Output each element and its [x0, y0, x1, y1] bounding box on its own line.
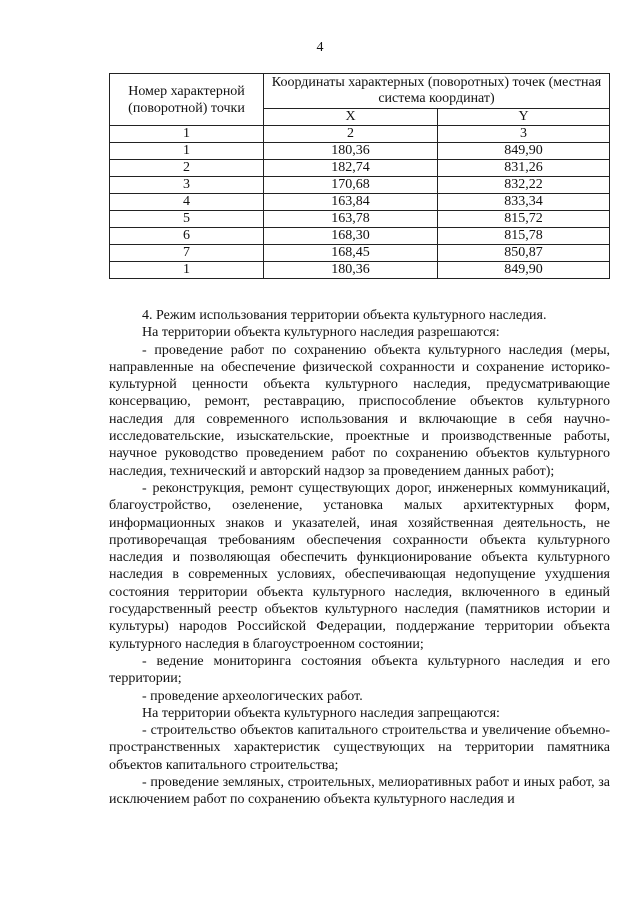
paragraph: - реконструкция, ремонт существующих дорог, инженерных коммуникаций, благоустройство, озеленение, установка малых архитектурных форм, информационных знаков и указателей, иная хозяйственная деятельность, не противоречащая требованиям обеспечения сохранности объекта культурного наследия и позволяющая обеспечить функционирование объекта культурного наследия в современных условиях, обеспечивающая недопущение ухудшения состояния территории объекта культурного наследия, включенного в единый государственный реестр объектов культурного наследия (памятников истории и культуры) народов Российской Федерации, поддержание территории объекта культурного наследия в благоустроенном состоянии;: [109, 480, 610, 652]
header-x: X: [264, 109, 438, 126]
paragraph: - проведение земляных, строительных, мелиоративных работ и иных работ, за исключением работ по сохранению объекта культурного наследия и: [109, 775, 610, 808]
paragraph: На территории объекта культурного наследия разрешаются:: [142, 325, 500, 341]
paragraph: На территории объекта культурного наследия запрещаются:: [142, 705, 500, 721]
point-number-cell: 3: [110, 177, 264, 194]
point-number-cell: 2: [110, 160, 264, 177]
y-cell: 849,90: [438, 262, 610, 279]
section-heading: 4. Режим использования территории объекта культурного наследия.: [142, 308, 547, 323]
header-point-number: Номер характерной (поворотной) точки: [110, 74, 264, 126]
y-cell: 849,90: [438, 143, 610, 160]
table-row: [110, 143, 610, 160]
point-number-cell: 7: [110, 245, 264, 262]
paragraph: - строительство объектов капитального строительства и увеличение объемно-пространственных характеристик существующих на территории памятника объектов капитального строительства;: [109, 723, 610, 773]
table-row: [110, 160, 610, 177]
point-number-cell: 4: [110, 194, 264, 211]
y-cell: 815,72: [438, 211, 610, 228]
column-number-cell: 1: [110, 126, 264, 143]
table-row: [110, 245, 610, 262]
x-cell: 180,36: [264, 262, 438, 279]
x-cell: 182,74: [264, 160, 438, 177]
paragraph: - проведение работ по сохранению объекта культурного наследия (меры, направленные на обеспечение физической сохранности и сохранение историко-культурной ценности объекта культурного наследия, предусматривающие консервацию, ремонт, реставрацию, приспособление объектов культурного наследия для современного использования и включающие в себя научно-исследовательские, изыскательские, проектные и производственные работы, научное руководство проведением работ по сохранению объектов культурного наследия, технический и авторский надзор за проведением данных работ);: [109, 342, 610, 479]
table-row: [110, 194, 610, 211]
column-number-cell: 2: [264, 126, 438, 143]
x-cell: 180,36: [264, 143, 438, 160]
table-row: [110, 177, 610, 194]
point-number-cell: 5: [110, 211, 264, 228]
coordinates-table: [109, 73, 610, 279]
point-number-cell: 1: [110, 262, 264, 279]
point-number-cell: 6: [110, 228, 264, 245]
x-cell: 168,45: [264, 245, 438, 262]
y-cell: 831,26: [438, 160, 610, 177]
table-column-numbers-row: [110, 126, 610, 143]
table-row: [110, 211, 610, 228]
paragraph: - проведение археологических работ.: [142, 688, 363, 704]
table-header-row: [110, 74, 610, 109]
y-cell: 815,78: [438, 228, 610, 245]
y-cell: 832,22: [438, 177, 610, 194]
x-cell: 168,30: [264, 228, 438, 245]
table-row: [110, 262, 610, 279]
x-cell: 163,84: [264, 194, 438, 211]
header-coordinates: Координаты характерных (поворотных) точек (местная система координат): [264, 74, 610, 109]
page-number: 4: [316, 40, 324, 55]
point-number-cell: 1: [110, 143, 264, 160]
x-cell: 163,78: [264, 211, 438, 228]
table-row: [110, 228, 610, 245]
header-y: Y: [438, 109, 610, 126]
column-number-cell: 3: [438, 126, 610, 143]
document-body: [109, 307, 610, 809]
y-cell: 833,34: [438, 194, 610, 211]
y-cell: 850,87: [438, 245, 610, 262]
x-cell: 170,68: [264, 177, 438, 194]
paragraph: - ведение мониторинга состояния объекта культурного наследия и его территории;: [109, 653, 610, 687]
